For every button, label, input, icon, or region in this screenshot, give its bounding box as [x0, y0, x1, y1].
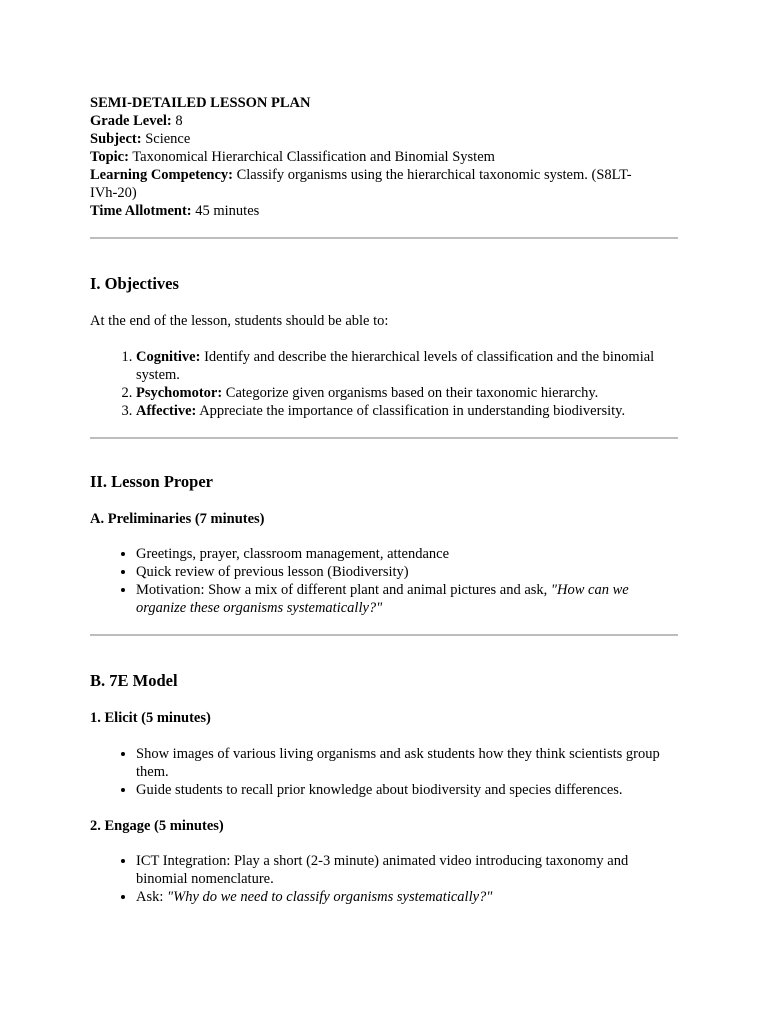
objective-label: Affective: [136, 403, 197, 419]
motivation-question: "How can we organize these organisms systematically?" [136, 582, 629, 616]
subject-line [90, 130, 678, 148]
grade-level-label: Grade Level: [90, 113, 172, 129]
list-item [136, 581, 678, 617]
list-item: • Show images of various living organisms and ask students how they think scientists group them. [136, 745, 678, 781]
engage-heading: 2. Engage (5 minutes) [90, 818, 224, 834]
list-item [136, 888, 678, 906]
motivation-text: Motivation: Show a mix of different plant and animal pictures and ask, [136, 582, 551, 598]
objective-text: Identify and describe the hierarchical levels of classification and the binomial system. [136, 349, 655, 383]
list-item [136, 402, 678, 420]
ask-question: "Why do we need to classify organisms systematically?" [167, 889, 493, 905]
time-allotment-value: 45 minutes [191, 203, 260, 219]
time-allotment-label: Time Allotment: [90, 203, 192, 219]
document-title: SEMI-DETAILED LESSON PLAN [90, 95, 311, 111]
engage-list [90, 852, 678, 906]
elicit-list [90, 745, 678, 799]
lesson-header [90, 94, 678, 220]
objective-label: Cognitive: [136, 349, 201, 365]
grade-level-value: 8 [171, 113, 183, 129]
list-item: • ICT Integration: Play a short (2-3 minute) animated video introducing taxonomy and binomial nomenclature. [136, 852, 678, 888]
competency-line [90, 166, 678, 202]
model-heading: B. 7E Model [90, 671, 178, 690]
objectives-list [90, 348, 678, 420]
competency-label: Learning Competency: [90, 167, 233, 183]
list-item: • Quick review of previous lesson (Biodiversity) [136, 563, 678, 581]
list-item: • Greetings, prayer, classroom management, attendance [136, 545, 678, 563]
elicit-heading: 1. Elicit (5 minutes) [90, 710, 211, 726]
competency-value-code: IVh-20) [90, 185, 137, 201]
subject-value: Science [141, 131, 191, 147]
topic-label: Topic: [90, 149, 129, 165]
list-item: • Guide students to recall prior knowledge about biodiversity and species differences. [136, 781, 678, 799]
ask-prefix: Ask: [136, 889, 168, 905]
subject-label: Subject: [90, 131, 142, 147]
list-item [136, 348, 678, 384]
competency-value: Classify organisms using the hierarchical taxonomic system. (S8LT- [232, 167, 632, 183]
preliminaries-heading: A. Preliminaries (7 minutes) [90, 511, 265, 527]
objectives-intro: At the end of the lesson, students should be able to: [90, 313, 389, 329]
list-item [136, 384, 678, 402]
objectives-heading: I. Objectives [90, 274, 179, 293]
time-allotment-line [90, 202, 678, 220]
topic-value: Taxonomical Hierarchical Classification and Binomial System [128, 149, 495, 165]
preliminaries-list [90, 545, 678, 617]
topic-line [90, 148, 678, 166]
lesson-proper-heading: II. Lesson Proper [90, 472, 213, 491]
grade-level-line [90, 112, 678, 130]
objective-label: Psychomotor: [136, 385, 223, 401]
objective-text: Categorize given organisms based on their taxonomic hierarchy. [222, 385, 599, 401]
objective-text: Appreciate the importance of classification in understanding biodiversity. [196, 403, 626, 419]
